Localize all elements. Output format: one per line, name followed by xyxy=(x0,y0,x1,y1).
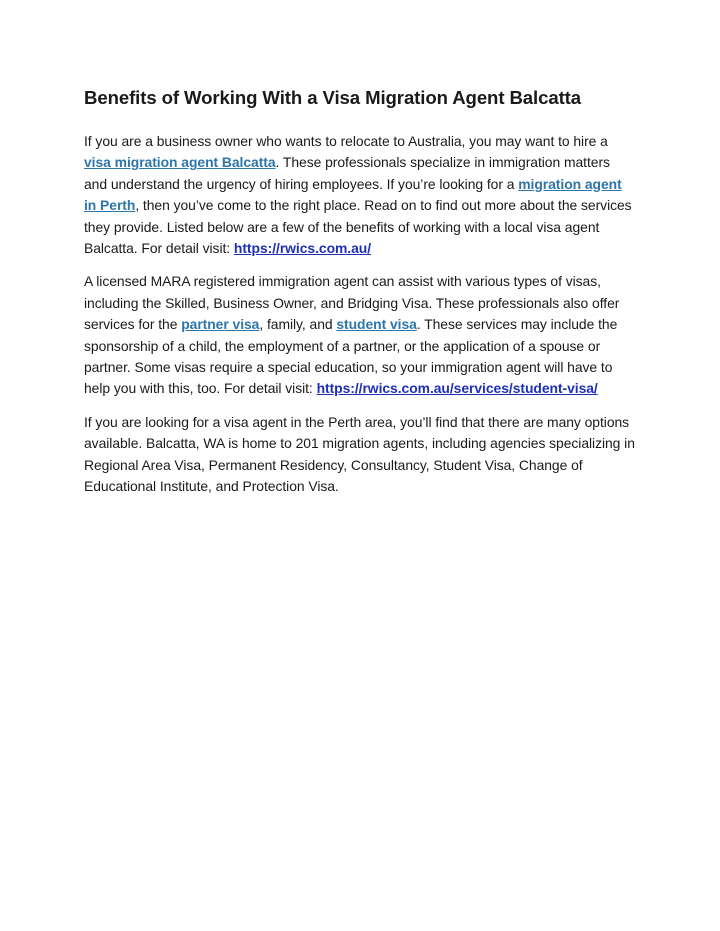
link-rwics-student-visa[interactable]: https://rwics.com.au/services/student-visa/ xyxy=(316,380,598,397)
link-migration-agent-in-perth[interactable]: migration agent in Perth xyxy=(84,175,622,214)
paragraph-intro xyxy=(84,131,636,259)
page-title: Benefits of Working With a Visa Migration Agent Balcatta xyxy=(84,87,582,108)
paragraph-text: . These services may include the sponsorship of a child, the employment of a partner, or the application of a spouse or partner. Some visas require a special education, so your immigration agent will have to help you with this, too. For detail visit: xyxy=(84,316,618,397)
link-partner-visa[interactable]: partner visa xyxy=(181,316,260,333)
link-rwics-home[interactable]: https://rwics.com.au/ xyxy=(233,240,372,257)
link-student-visa[interactable]: student visa xyxy=(336,316,417,333)
paragraph-text: , family, and xyxy=(259,316,337,333)
document-page xyxy=(84,86,636,510)
link-visa-migration-agent-balcatta[interactable]: visa migration agent Balcatta xyxy=(84,154,276,171)
paragraph-mara xyxy=(84,271,636,399)
paragraph-perth-area: If you are looking for a visa agent in the Perth area, you’ll find that there are many options available. Balcatta, WA is home to 201 migration agents, including agencies specializing in Regional Area Visa, Permanent Residency, Consultancy, Student Visa, Change of Educational Institute, and Protection Visa. xyxy=(84,413,635,495)
paragraph-text: If you are a business owner who wants to relocate to Australia, you may want to hire a xyxy=(84,133,608,149)
paragraph-text: . These professionals specialize in immigration matters and understand the urgency of hiring employees. If you’re looking for a xyxy=(84,154,610,192)
paragraph-text: , then you’ve come to the right place. Read on to find out more about the services they provide. Listed below are a few of the benefits of working with a local visa agent Balcatta. For detail visit: xyxy=(84,197,632,257)
paragraph-text: A licensed MARA registered immigration agent can assist with various types of visas, including the Skilled, Business Owner, and Bridging Visa. These professionals also offer services for the xyxy=(84,273,620,333)
